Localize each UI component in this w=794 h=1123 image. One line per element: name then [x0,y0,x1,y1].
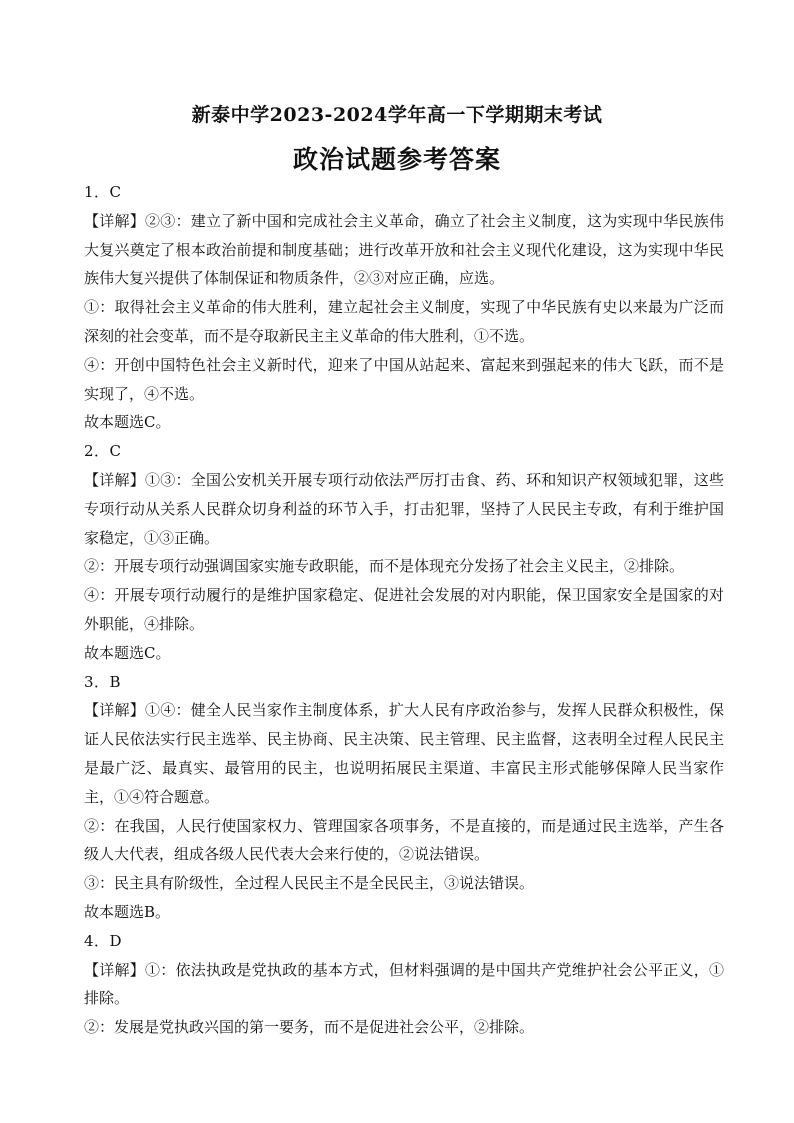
question-2-option-4-note: ④：开展专项行动履行的是维护国家稳定、促进社会发展的对内职能，保卫国家安全是国家的对外职能，④排除。 [84,586,724,633]
question-1-option-1-note: ①：取得社会主义革命的伟大胜利，建立起社会主义制度，实现了中华民族有史以来最为广泛而深刻的社会变革，而不是夺取新民主主义革命的伟大胜利，①不选。 [84,298,724,345]
question-3-answer: 3．B [84,672,122,691]
question-2-answer: 2．C [84,442,122,461]
question-1-answer: 1．C [84,183,122,201]
question-1-explanation: 【详解】②③：建立了新中国和完成社会主义革命，确立了社会主义制度，这为实现中华民族伟大复兴奠定了根本政治前提和制度基础；进行改革开放和社会主义现代化建设，这为实现中华民族伟大复兴提供了体制保证和物质条件，②③对应正确，应选。 [84,211,724,288]
question-4-explanation: 【详解】①：依法执政是党执政的基本方式，但材料强调的是中国共产党维护社会公平正义，①排除。 [84,960,724,1008]
question-2-explanation: 【详解】①③：全国公安机关开展专项行动依法严厉打击食、药、环和知识产权领域犯罪，这些专项行动从关系人民群众切身利益的环节入手，打击犯罪，坚持了人民民主专政，有利于维护国家稳定，①③正确。 [84,470,724,547]
question-1-conclusion: 故本题选C。 [84,413,171,432]
answer-content [84,178,724,1042]
question-3-option-2-note: ②：在我国，人民行使国家权力、管理国家各项事务，不是直接的，而是通过民主选举，产生各级人大代表，组成各级人民代表大会来行使的，②说法错误。 [84,816,724,864]
question-3-conclusion: 故本题选B。 [84,902,171,921]
question-4-answer: 4．D [84,931,123,950]
document-title: 新泰中学2023-2024学年高一下学期期末考试 [191,104,603,126]
question-1-option-4-note: ④：开创中国特色社会主义新时代，迎来了中国从站起来、富起来到强起来的伟大飞跃，而不是实现了，④不选。 [84,355,724,403]
question-2-option-2-note: ②：开展专项行动强调国家实施专政职能，而不是体现充分发扬了社会主义民主，②排除。 [84,557,685,576]
question-3-option-3-note: ③：民主具有阶级性，全过程人民民主不是全民民主，③说法错误。 [84,874,535,893]
question-4-option-2-note: ②：发展是党执政兴国的第一要务，而不是促进社会公平，②排除。 [84,1018,535,1037]
question-3-explanation: 【详解】①④：健全人民当家作主制度体系，扩大人民有序政治参与，发挥人民群众积极性，保证人民依法实行民主选举、民主协商、民主决策、民主管理、民主监督，这表明全过程人民民主是最广泛、最真实、最管用的民主，也说明拓展民主渠道、丰富民主形式能够保障人民当家作主，①④符合题意。 [84,701,724,806]
question-2-conclusion: 故本题选C。 [84,643,171,662]
document-subtitle: 政治试题参考答案 [292,145,501,174]
